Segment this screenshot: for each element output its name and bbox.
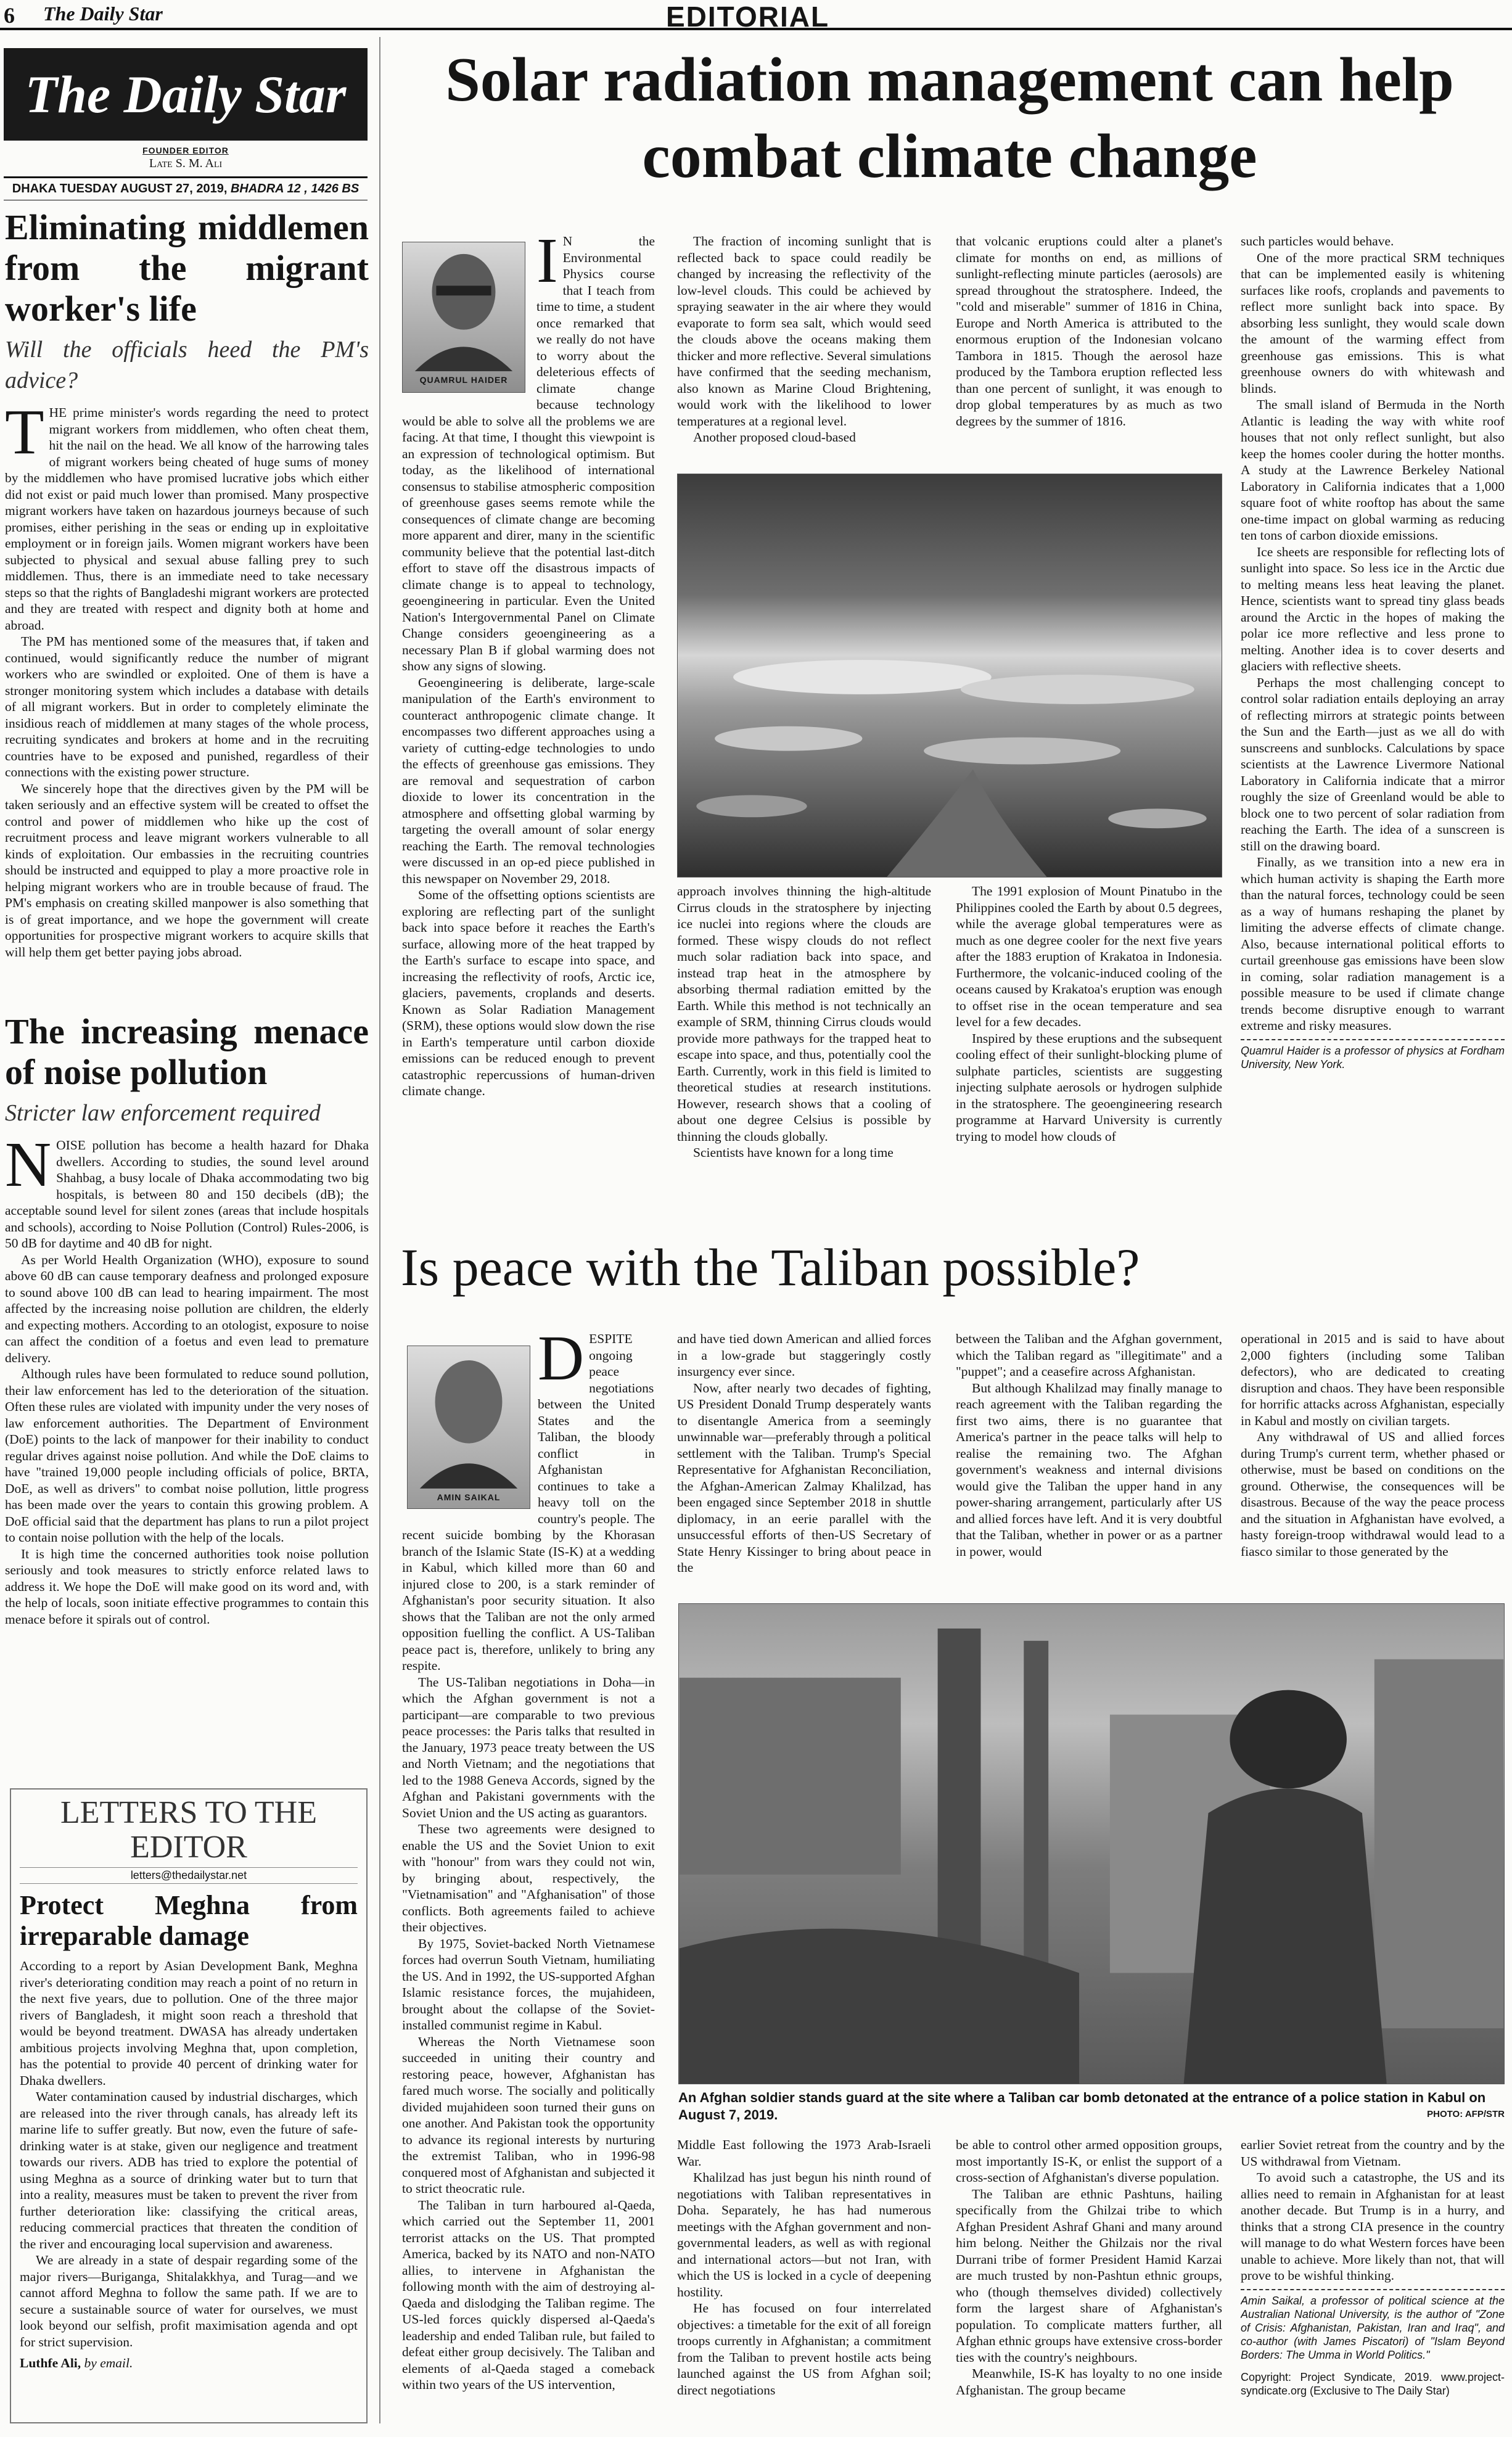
body-paragraph: Geoengineering is deliberate, large-scale manipulation of the Earth's environment to counteract anthropogenic climate change. It encompasses two different approaches using a variety of cutting-edge technologies to undo the effects of greenhouse gas emissions. They are removal and sequestration of carbon dioxide to lower its concentration in the atmosphere and offsetting global warming by targeting the overall amount of solar energy reaching the Earth. The removal technologies were discussed in an op-ed piece published in this newspaper on November 29, 2018. xyxy=(402,675,655,886)
photo-caption: An Afghan soldier stands guard at the site where a Taliban car bomb detonated at the entrance of a police station in Kabul on August 7, 2019. xyxy=(678,2090,1486,2123)
body-paragraph: The Taliban in turn harboured al-Qaeda, which carried out the September 11, 2001 terrorist attacks on the US. That prompted America, backed by its NATO and non-NATO allies, to intervene in Afghanistan the following month with the aim of destroying al-Qaeda and dislodging the Taliban regime. The US-led forces quickly dispersed al-Qaeda's leadership and ended Taliban rule, but failed to defeat either group decisively. The Taliban and elements of al-Qaeda staged a comeback within two years of the US intervention, xyxy=(402,2197,655,2392)
letters-title: LETTERS TO THE EDITOR xyxy=(60,1795,317,1865)
body-paragraph: To avoid such a catastrophe, the US and its allies need to remain in Afghanistan for at least another decade. But Trump is in a hurry, and thinks that a strong CIA presence in the country will manage to do what Western forces have been unable to achieve. More likely than not, that will prove to be wishful thinking. xyxy=(1241,2170,1505,2283)
body-paragraph: It is high time the concerned authorities took noise pollution seriously and took measures to strictly enforce related laws to address it. We hope the DoE will make good on its word and, with the help of locals, soon initiate effective programmes to contain this menace before it spirals out of control. xyxy=(5,1546,369,1627)
body-paragraph: Finally, as we transition into a new era in which human activity is shaping the Earth more than the natural forces, technology could be seen as a way of humans reshaping the planet by limiting the adverse effects of climate change. Also, because international political efforts to curtail greenhouse gas emissions have been slow in coming, solar radiation management is a possible measure to be used if climate change trends become disruptive enough to warrant extreme and risky measures. xyxy=(1241,855,1505,1033)
header-paper-name: The Daily Star xyxy=(43,2,163,25)
copyright-note: Copyright: Project Syndicate, 2019. www.project-syndicate.org (Exclusive to The Daily Star) xyxy=(1241,2370,1505,2397)
drop-cap: D xyxy=(538,1331,585,1394)
body-paragraph: The fraction of incoming sunlight that is reflected back to space could readily be changed by increasing the reflectivity of the low-level clouds. This could be achieved by spraying seawater in the air where they would evaporate to form sea salt, which would seed the clouds above the oceans making them thicker and more reflective. Several simulations have confirmed that the seeding mechanism, also known as Marine Cloud Brightening, would work with the likelihood to lower temperatures at a regional level. xyxy=(677,234,931,429)
body-paragraph: Now, after nearly two decades of fighting, US President Donald Trump desperately wants to disentangle America from a seemingly unwinnable war—preferably through a political settlement with the Taliban. Trump's Special Representative for Afghanistan Reconciliation, the Afghan-American Zalmay Khalilzad, has been engaged since September 2018 in shuttle diplomacy, in an eerie parallel with the unsuccessful efforts of then-US Secretary of State Henry Kissinger to bring about peace in the xyxy=(677,1380,931,1575)
body-paragraph: The 1991 explosion of Mount Pinatubo in the Philippines cooled the Earth by about 0.5 degrees, while the average global temperatures were as much as one degree cooler for the next five years after the 1883 eruption of Krakatoa in Indonesia. Furthermore, the volcanic-induced cooling of the oceans caused by Krakatoa's eruption was enough to offset rise in the ocean temperature and sea level for a few decades. xyxy=(956,884,1222,1029)
body-paragraph: Inspired by these eruptions and the subsequent cooling effect of their sunlight-blocking plume of sulphate particles, scientists are suggesting injecting sulphate aerosols or hydrogen sulphide in the stratosphere. The geoengineering research programme at Harvard University is currently trying to model how clouds of xyxy=(956,1030,1222,1144)
body-paragraph: Another proposed cloud-based xyxy=(693,430,856,445)
solar-column-2 xyxy=(677,233,931,464)
section-title: EDITORIAL xyxy=(666,1,830,33)
editorial-noise-pollution xyxy=(5,1011,369,1779)
photo-credit: PHOTO: AFP/STR xyxy=(1427,2109,1505,2119)
editorial-migrant-workers xyxy=(5,207,369,990)
body-paragraph: between the Taliban and the Afghan government, which the Taliban regard as "illegitimate" and a "puppet"; and a ceasefire across Afghanistan. xyxy=(956,1331,1222,1379)
taliban-column-3b xyxy=(956,2137,1222,2433)
solar-column-3 xyxy=(956,233,1222,464)
taliban-column-2 xyxy=(677,1331,931,1596)
solar-headline: Solar radiation management can help combat climate change xyxy=(445,45,1454,191)
drop-cap: T xyxy=(5,397,44,467)
body-paragraph: operational in 2015 and is said to have about 2,000 fighters (including some Taliban defectors), who are dedicated to creating disruption and chaos. They have been responsible for horrific attacks across Afghanistan, especially in Kabul and mostly on civilian targets. xyxy=(1241,1331,1505,1428)
drop-cap: I xyxy=(536,233,558,296)
solar-column-1 xyxy=(402,233,655,1192)
body-paragraph: HE prime minister's words regarding the need to protect migrant workers from middlemen, who often cheat them, hit the nail on the head. We all know of the harrowing tales of migrant workers being cheated of huge sums of money by the middlemen who have promised lucrative jobs which either did not exist or paid much lower than promised. Many prospective migrant workers have taken on hazardous journeys because of such promises, either perishing in the seas or ending up in exploitative employment or in foreign jails. Women migrant workers have been subjected to physical and sexual abuse falling prey to such middlemen. Thus, there is an immediate need to take necessary steps so that the rights of Bangladeshi migrant workers are protected and they are treated with respect and dignity both at home and abroad. xyxy=(5,405,369,633)
taliban-column-3 xyxy=(956,1331,1222,1596)
taliban-column-4b xyxy=(1241,2137,1505,2433)
body-paragraph: Ice sheets are responsible for reflecting lots of sunlight into space. So less ice in the Arctic due to melting means less heat leaving the planet. Hence, scientists want to spread tiny glass beads around the Arctic in the hopes of making the polar ice more reflective and less prone to melting. Another idea is to cover deserts and glaciers with reflective sheets. xyxy=(1241,544,1505,673)
body-paragraph: Meanwhile, IS-K has loyalty to no one inside Afghanistan. The group became xyxy=(956,2366,1222,2398)
dateline-bengali: BHADRA 12 , 1426 BS xyxy=(230,182,360,195)
body-paragraph: that volcanic eruptions could alter a planet's climate for months on end, as millions of sunlight-reflecting minute particles (aerosols) are spread throughout the stratosphere. Indeed, the "cold and miserable" summer of 1816 in China, Europe and North America is attributed to the enormous eruption of the Indonesian volcano Tambora in 1815. Though the aerosol haze produced by the Tambora eruption reflected less than one percent of sunlight, it was enough to drop global temperatures by as much as two degrees by the summer of 1816. xyxy=(956,234,1222,429)
editorial-headline: The increasing menace of noise pollution xyxy=(5,1011,369,1092)
editorial-subheadline: Stricter law enforcement required xyxy=(5,1100,321,1126)
body-paragraph: Khalilzad has just begun his ninth round of negotiations with Taliban representatives in Doha. Separately, he has had numerous meetings with the Afghan government and non-governmental leaders, as well as with regional and international actors—but not Iran, with which the US is locked in a cycle of deepening hostility. xyxy=(677,2170,931,2299)
body-paragraph: Any withdrawal of US and allied forces during Trump's current term, whether phased or otherwise, must be based on conditions on the ground. Otherwise, the consequences will be disastrous. Because of the way the peace process and the situation in Afghanistan have evolved, a hasty foreign-troop withdrawal would lead to a fiasco similar to those generated by the xyxy=(1241,1429,1505,1559)
soldier-scene-icon xyxy=(679,1604,1504,2084)
body-paragraph: By 1975, Soviet-backed North Vietnamese forces had overrun South Vietnam, humiliating the US. And in 1992, the US-supported Afghan Islamic resistance forces, the mujahideen, brought about the collapse of the Soviet-installed communist regime in Kabul. xyxy=(402,1936,655,2032)
body-paragraph: and have tied down American and allied forces in a low-grade but staggeringly costly insurgency ever since. xyxy=(677,1331,931,1379)
letter-paragraph: We are already in a state of despair regarding some of the major rivers—Buriganga, Shitalakkhya, and Turag—and we cannot afford Meghna to follow the same path. If we are to secure a sustainable source of water for ourselves, we must look beyond our selfish, profit maximisation agenda and opt for strict supervision. xyxy=(20,2253,358,2349)
body-paragraph: Although rules have been formulated to reduce sound pollution, their law enforcement has led to the deterioration of the situation. Often these rules are violated with impunity under the very noses of law enforcement authorities. The Department of Environment (DoE) points to the lack of manpower for their inability to conduct regular drives against noise pollution. And while the DoE claims to have "trained 19,000 people including officials of police, BRTA, DoE, as well as drivers" to combat noise pollution, little progress has been made over the years to contain this growing problem. A DoE official said that the department has plans to run a pilot project to contain noise pollution with the help of the locals. xyxy=(5,1366,369,1545)
dateline-main: DHAKA TUESDAY AUGUST 27, 2019, xyxy=(12,182,231,195)
body-paragraph: approach involves thinning the high-altitude Cirrus clouds in the stratosphere by injecting ice nuclei into regions where the clouds are formed. These wispy clouds do not reflect much solar radiation back into space, and instead trap heat in the atmosphere by absorbing thermal radiation emitted by the Earth. While this method is not technically an example of SRM, thinning Cirrus clouds would provide more pathways for the trapped heat to escape into space, and thus, potentially cool the Earth. Currently, work in this field is limited to theoretical studies at research institutions. However, research shows that a cooling of about one degree Celsius is possible by thinning the clouds globally. xyxy=(677,884,931,1144)
body-paragraph: Some of the offsetting options scientists are exploring are reflecting part of the sunlight back into space before it reaches the Earth's surface, allowing more of the heat trapped by the Earth's surface to escape into space, and increasing the reflectivity of roofs, Arctic ice, glaciers, pavements, croplands and deserts. Known as Solar Radiation Management (SRM), these options would slow down the rise in Earth's temperature until carbon dioxide emissions can be reduced enough to prevent catastrophic repercussions of human-driven climate change. xyxy=(402,887,655,1098)
ice-landscape-icon xyxy=(678,474,1222,877)
taliban-column-2b xyxy=(677,2137,931,2433)
founder-name: Late S. M. Ali xyxy=(149,157,223,170)
editorial-headline: Eliminating middlemen from the migrant worker's life xyxy=(5,207,369,329)
body-paragraph: The PM has mentioned some of the measures that, if taken and continued, would significantly reduce the number of migrant workers who are swindled or exploited. One of them is have a stronger monitoring system which includes a database with details of all migrant workers. But in order to completely eliminate the insidious reach of middlemen at many stages of the whole process, recruiting syndicates and brokers at home and in the recruiting countries have to be exposed and punished, regardless of their connections with the existing power structure. xyxy=(5,634,369,779)
body-paragraph: The small island of Bermuda in the North Atlantic is leading the way with white roof houses that not only reflect sunlight, but also keep the homes cooler during the hotter months. A study at the Lawrence Berkeley National Laboratory in California indicates that a 1,000 square foot of white rooftop has about the same one-time impact on global warming as reducing ten tons of carbon dioxide emissions. xyxy=(1241,397,1505,543)
masthead-logo: The Daily Star xyxy=(4,48,368,141)
solar-column-2b xyxy=(677,883,931,1191)
body-paragraph: be able to control other armed opposition groups, most importantly IS-K, or enlist the support of a cross-section of Afghanistan's diverse population. xyxy=(956,2137,1222,2185)
author-bio: Quamrul Haider is a professor of physics at Fordham University, New York. xyxy=(1241,1039,1505,1071)
letter-signature: Luthfe Ali, xyxy=(20,2356,81,2370)
letter-signature-via: by email. xyxy=(84,2356,133,2370)
body-paragraph: Middle East following the 1973 Arab-Israeli War. xyxy=(677,2137,931,2169)
body-paragraph: Whereas the North Vietnamese soon succeeded in uniting their country and restoring peace, however, Afghanistan has fared much worse. The socially and politically divided mujahideen soon turned their guns on one another. And Pakistan took the opportunity to advance its regional interests by nurturing the extremist Taliban, who in 1996-98 conquered most of Afghanistan and subjected it to strict theocratic rule. xyxy=(402,2034,655,2196)
author-byline: QUAMRUL HAIDER xyxy=(419,375,508,385)
editorial-subheadline: Will the officials heed the PM's advice? xyxy=(5,337,369,393)
header-rule xyxy=(0,28,1512,30)
taliban-headline: Is peace with the Taliban possible? xyxy=(401,1238,1140,1297)
body-paragraph: The Taliban are ethnic Pashtuns, hailing specifically from the Ghilzai tribe to which Afghan President Ashraf Ghani and many around him belong. Neither the Ghilzais nor the rival Durrani tribe of former President Hamid Karzai are much trusted by non-Pashtun ethnic groups, who (though themselves divided) collectively form the largest share of Afghanistan's population. To complicate matters further, all Afghan ethnic groups have extensive cross-border ties with the country's neighbours. xyxy=(956,2186,1222,2365)
photo-spacer xyxy=(402,233,536,397)
body-paragraph: Scientists have known for a long time xyxy=(693,1145,894,1160)
letter-paragraph: According to a report by Asian Development Bank, Meghna river's deteriorating condition may reach a point of no return in the next five years, due to pollution. One of the three major rivers of Bangladesh, it might soon reach a threshold that would be beyond treatment. DWASA has already undertaken ambitious projects involving Meghna that, upon completion, has the potential to provide 40 percent of drinking water for Dhaka dwellers. xyxy=(20,1958,358,2088)
letter-paragraph: Water contamination caused by industrial discharges, which are released into the river through canals, has already left its marine life to suffer greatly. But now, even the future of safe-drinking water is at stake, given our negligence and treatment towards our rivers. ADB has tried to explore the potential of using Meghna as a source of drinking water but to turn that into a reality, measures must be taken to prevent the river from further deterioration like: classifying the critical areas, reducing commercial practices that threaten the condition of the river and encouraging local supervision and awareness. xyxy=(20,2089,358,2251)
letters-email[interactable]: letters@thedailystar.net xyxy=(20,1867,358,1884)
column-rule xyxy=(379,37,380,2423)
founder-label: FOUNDER EDITOR xyxy=(142,146,229,155)
author-byline: AMIN SAIKAL xyxy=(437,1492,501,1502)
body-paragraph: N the Environmental Physics course that I teach from time to time, a student once remarked that we really do not have to worry about the deleterious effects of climate change because technology would be able to solve all the problems we are facing. At that time, I thought this viewpoint is an expression of technological optimism. But today, as the likelihood of international consensus to stabilise atmospheric composition of greenhouse gases seems remote while the consequences of climate change are becoming more apparent and direr, many in the scientific community believe that the potential last-ditch effort to stave off the disastrous impacts of climate change is to appeal to technology, geoengineering in particular. Even the United Nation's Intergovernmental Panel on Climate Change considers geoengineering as a necessary Plan B if global warming does not show any signs of slowing. xyxy=(402,234,655,673)
letters-box xyxy=(10,1788,368,2423)
body-paragraph: ESPITE ongoing peace negotiations between the United States and the Taliban, the bloody conflict in Afghanistan continues to take a heavy toll on the country's people. The recent suicide bombing by the Khorasan branch of the Islamic State (IS-K) at a wedding in Kabul, which killed more than 60 and injured close to 200, is a stark reminder of Afghanistan's poor security situation. It also shows that the Taliban are not the only armed opposition fuelling the conflict. A US-Taliban peace pact is, therefore, unlikely to bring any respite. xyxy=(402,1331,655,1673)
taliban-column-1 xyxy=(402,1331,655,2431)
body-paragraph: OISE pollution has become a health hazard for Dhaka dwellers. According to studies, the sound level around Shahbag, a busy locale of Dhaka accommodating two big hospitals, is between 80 and 150 decibels (dB); the acceptable sound level for silent zones (areas that include hospitals and schools), according to Noise Pollution (Control) Rules-2006, is 50 dB for daytime and 40 dB for night. xyxy=(5,1138,369,1251)
body-paragraph: One of the more practical SRM techniques that can be implemented easily is whitening surfaces like roofs, croplands and pavements to reflect more sunlight back into space. By absorbing less sunlight, they would scale down the amount of the warming effect from greenhouse gas emissions. This is what greenhouse owners do with whitewash and blinds. xyxy=(1241,250,1505,396)
solar-column-4 xyxy=(1241,233,1505,1201)
page-number: 6 xyxy=(4,3,15,28)
body-paragraph: Perhaps the most challenging concept to control solar radiation entails deploying an array of reflecting mirrors at strategic points between the Sun and the Earth—just as we all do with sunscreens and sunblocks. Calculations by space scientists at the Lawrence Livermore National Laboratory in California indicate that a mirror roughly the size of Greenland would be able to block one to two percent of solar radiation from reaching the Earth. The idea of a sunscreen is still on the drawing board. xyxy=(1241,675,1505,853)
body-paragraph: such particles would behave. xyxy=(1241,234,1394,249)
body-paragraph: He has focused on four interrelated objectives: a timetable for the exit of all foreign troops currently in Afghanistan; a commitment from the Taliban to prevent hostile acts being launched against the US from Afghan soil; direct negotiations xyxy=(677,2301,931,2398)
kabul-photo xyxy=(678,1603,1505,2084)
body-paragraph: These two agreements were designed to enable the US and the Soviet Union to exit with "honour" from wars they could not win, by bringing about, respectively, the "Vietnamisation" and "Afghanisation" of those conflicts. Both agreements failed to achieve their objectives. xyxy=(402,1822,655,1934)
body-paragraph: But although Khalilzad may finally manage to reach agreement with the Taliban regarding the first two aims, there is no guarantee that America's partner in the peace talks will help to realise the remaining two. The Afghan government's weakness and internal divisions would give the Taliban the upper hand in any power-sharing arrangement, particularly after US and allied forces have left. And it is very doubtful that the Taliban, whether in power or as a partner in power, would xyxy=(956,1380,1222,1559)
letter-headline: Protect Meghna from irreparable damage xyxy=(20,1890,358,1951)
glacier-photo xyxy=(677,474,1222,877)
drop-cap: N xyxy=(5,1129,52,1200)
taliban-column-4 xyxy=(1241,1331,1505,1596)
body-paragraph: The US-Taliban negotiations in Doha—in which the Afghan government is not a participant—are comparable to two previous peace processes: the Paris talks that resulted in the January, 1973 peace treaty between the US and North Vietnam; and the negotiations that led to the 1988 Geneva Accords, signed by the Afghan and Pakistani governments with the Soviet Union and the US acting as guarantors. xyxy=(402,1674,655,1820)
dateline xyxy=(4,176,368,200)
photo-spacer xyxy=(402,1331,538,1513)
solar-column-3b xyxy=(956,883,1222,1191)
body-paragraph: We sincerely hope that the directives given by the PM will be taken seriously and an effective system will be created to offset the control and power of middlemen who hike up the cost of recruitment process and leave migrant workers vulnerable to all kinds of exploitation. Our embassies in the recruiting countries should be instructed and equipped to play a more proactive role in helping migrant workers who are in trouble because of fraud. The PM's emphasis on creating skilled manpower is also something that is of great importance, and we hope the government will create opportunities for prospective migrant workers to acquire skills that will help them get better paying jobs abroad. xyxy=(5,781,369,960)
author-bio: Amin Saikal, a professor of political science at the Australian National University, is the author of "Zone of Crisis: Afghanistan, Pakistan, Iran and Iraq", and co-author (with James Piscatori) of "Islam Beyond Borders: The Umma in World Politics." xyxy=(1241,2289,1505,2362)
body-paragraph: earlier Soviet retreat from the country and by the US withdrawal from Vietnam. xyxy=(1241,2137,1505,2169)
body-paragraph: As per World Health Organization (WHO), exposure to sound above 60 dB can cause temporary deafness and prolonged exposure to sound above 100 dB can lead to hearing impairment. The most affected by the increasing noise pollution are children, the elderly and expecting mothers. According to an otologist, exposure to noise can affect the condition of a foetus and even lead to premature delivery. xyxy=(5,1252,369,1365)
